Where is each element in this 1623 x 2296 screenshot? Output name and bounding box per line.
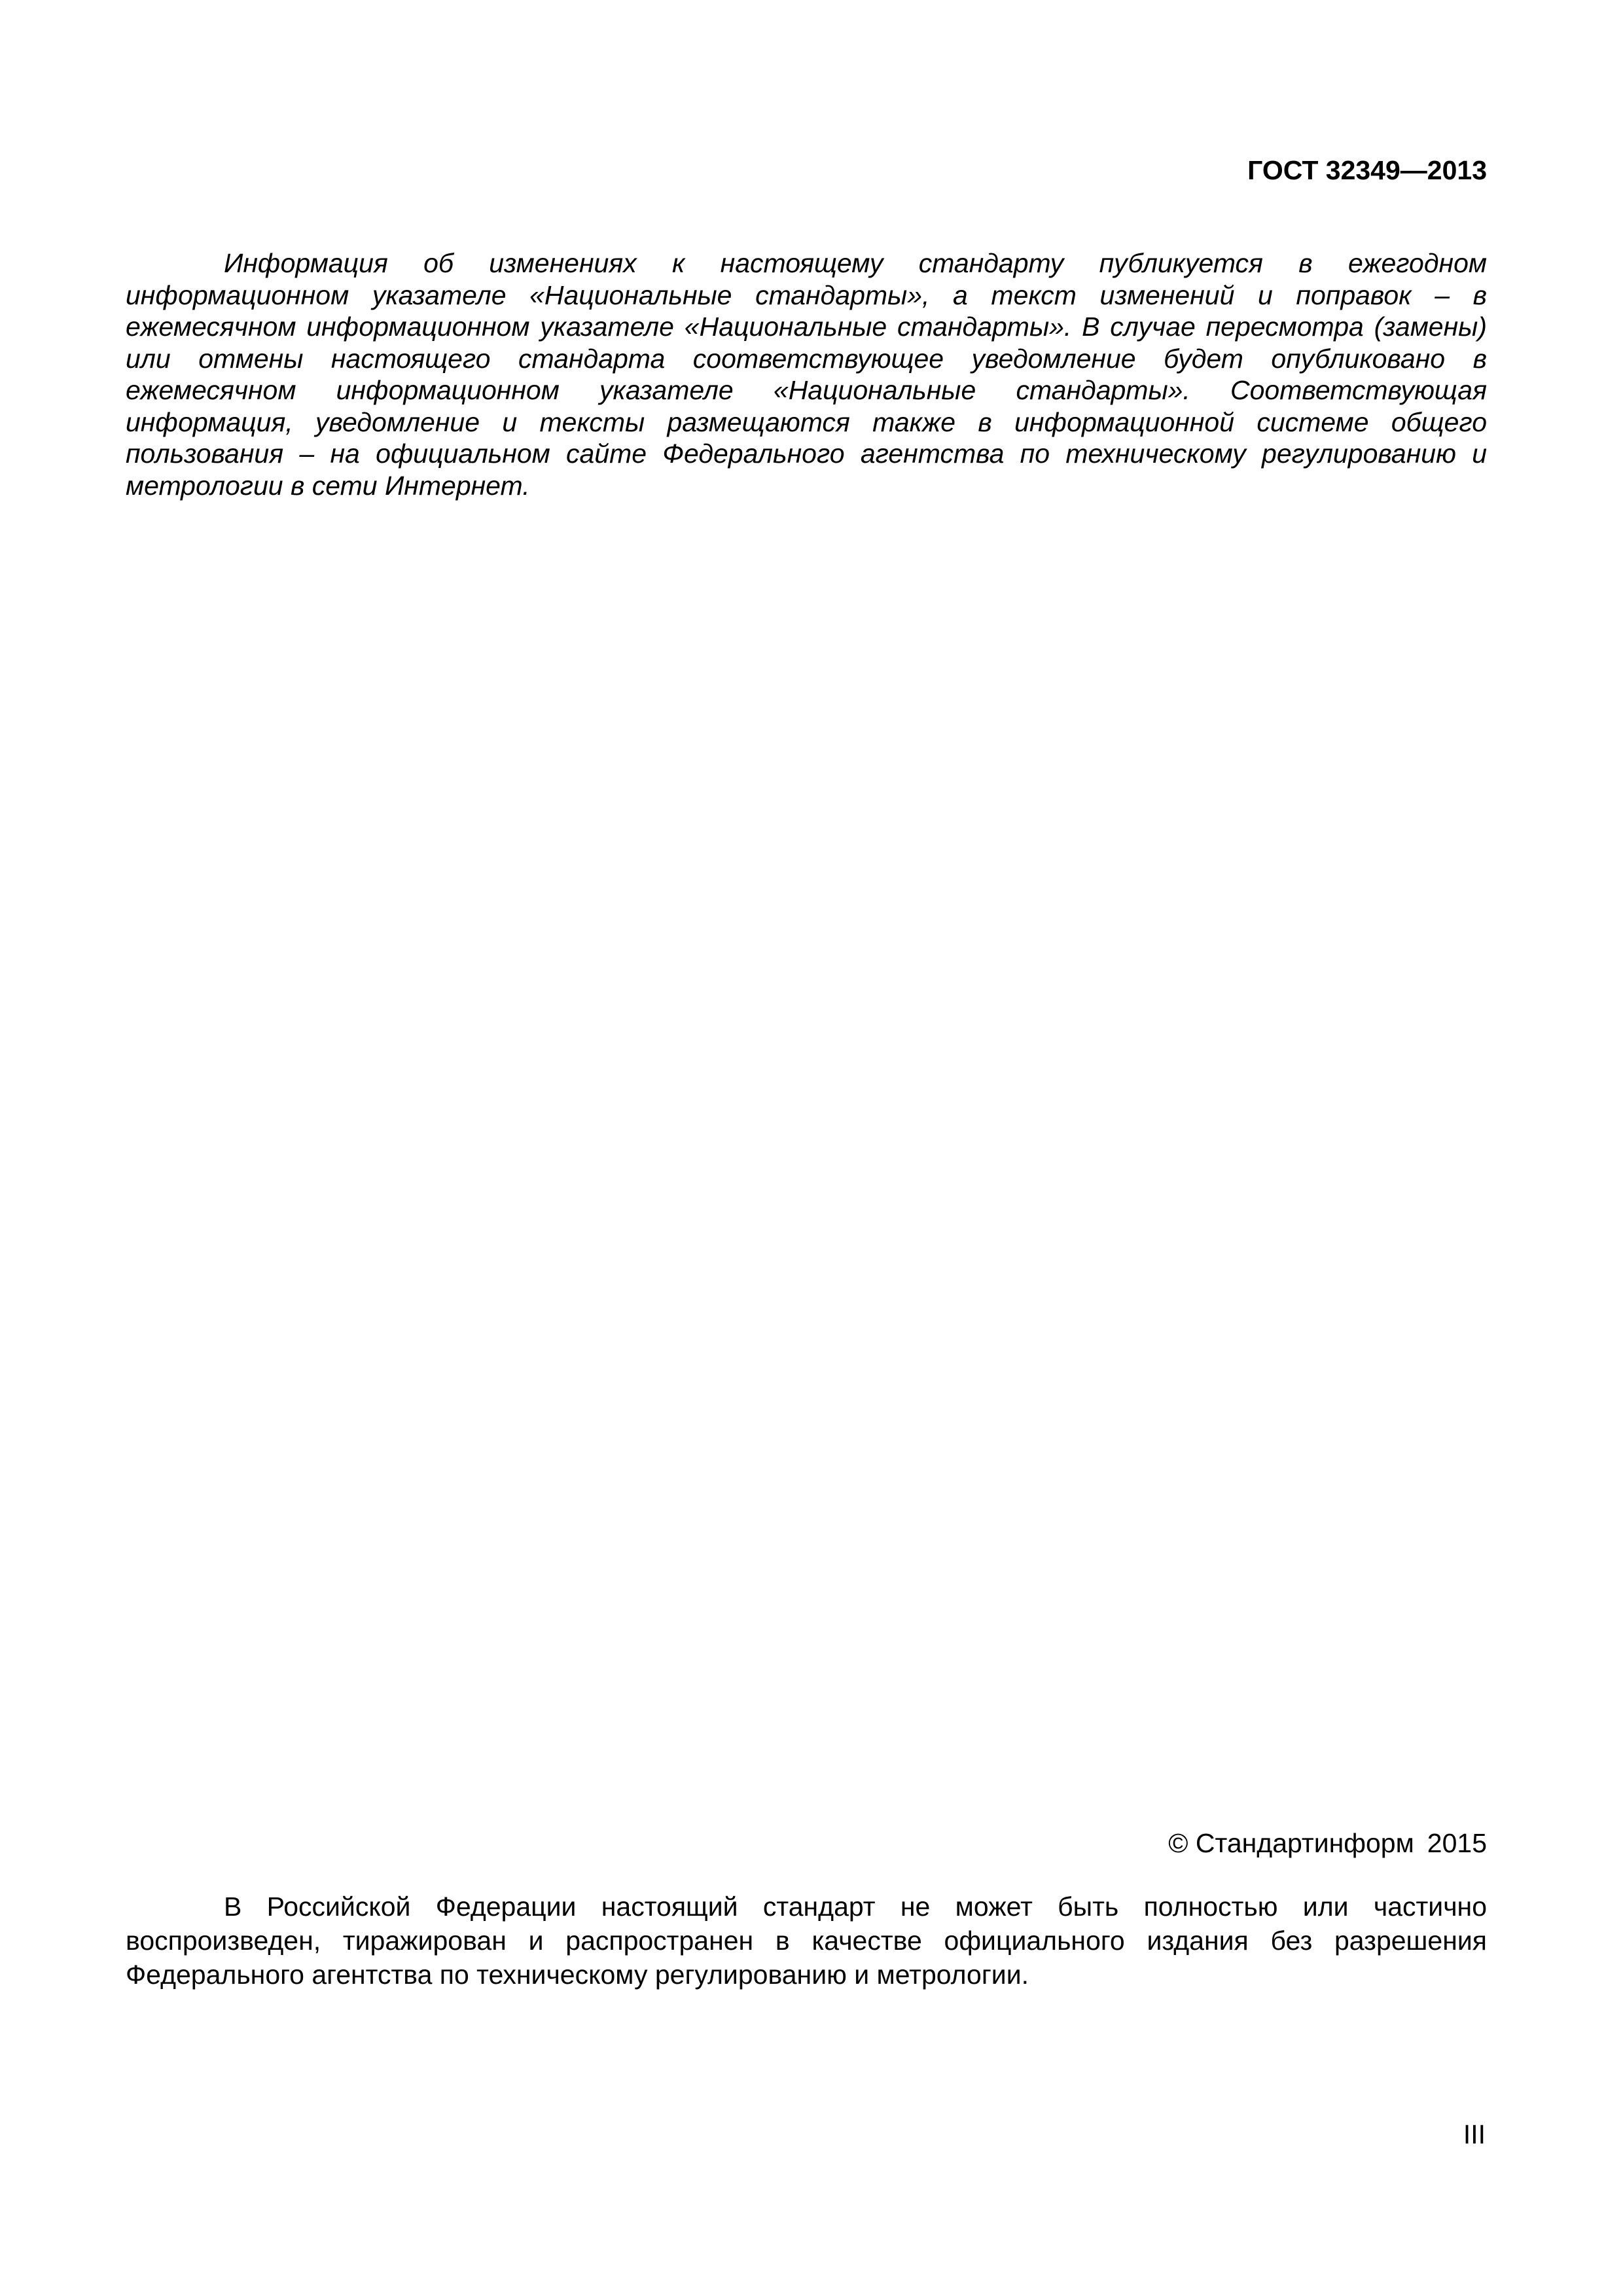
copyright-line (1168, 1826, 1487, 1860)
copyright-year: 2015 (1427, 1828, 1487, 1858)
reproduction-notice-paragraph: В Российской Федерации настоящий стандарт не может быть полностью или частично воспроизведен, тиражирован и распространен в качестве официального издания без разрешения Федерального агентства по техническому регулированию и метрологии. (126, 1892, 1487, 1990)
page-number: III (1463, 2119, 1486, 2149)
standard-code-header: ГОСТ 32349—2013 (1247, 155, 1487, 185)
copyright-holder: Стандартинформ (1195, 1828, 1414, 1858)
amendment-info-paragraph: Информация об изменениях к настоящему стандарту публикуется в ежегодном информационном указателе «Национальные стандарты», а текст изменений и поправок – в ежемесячном информационном указателе «Национальные стандарты». В случае пересмотра (замены) или отмены настоящего стандарта соответствующее уведомление будет опубликовано в ежемесячном информационном указателе «Национальные стандарты». Соответствующая информация, уведомление и тексты размещаются также в информационной системе общего пользования – на официальном сайте Федерального агентства по техническому регулированию и метрологии в сети Интернет. (126, 248, 1487, 501)
copyright-symbol: © (1168, 1828, 1188, 1858)
